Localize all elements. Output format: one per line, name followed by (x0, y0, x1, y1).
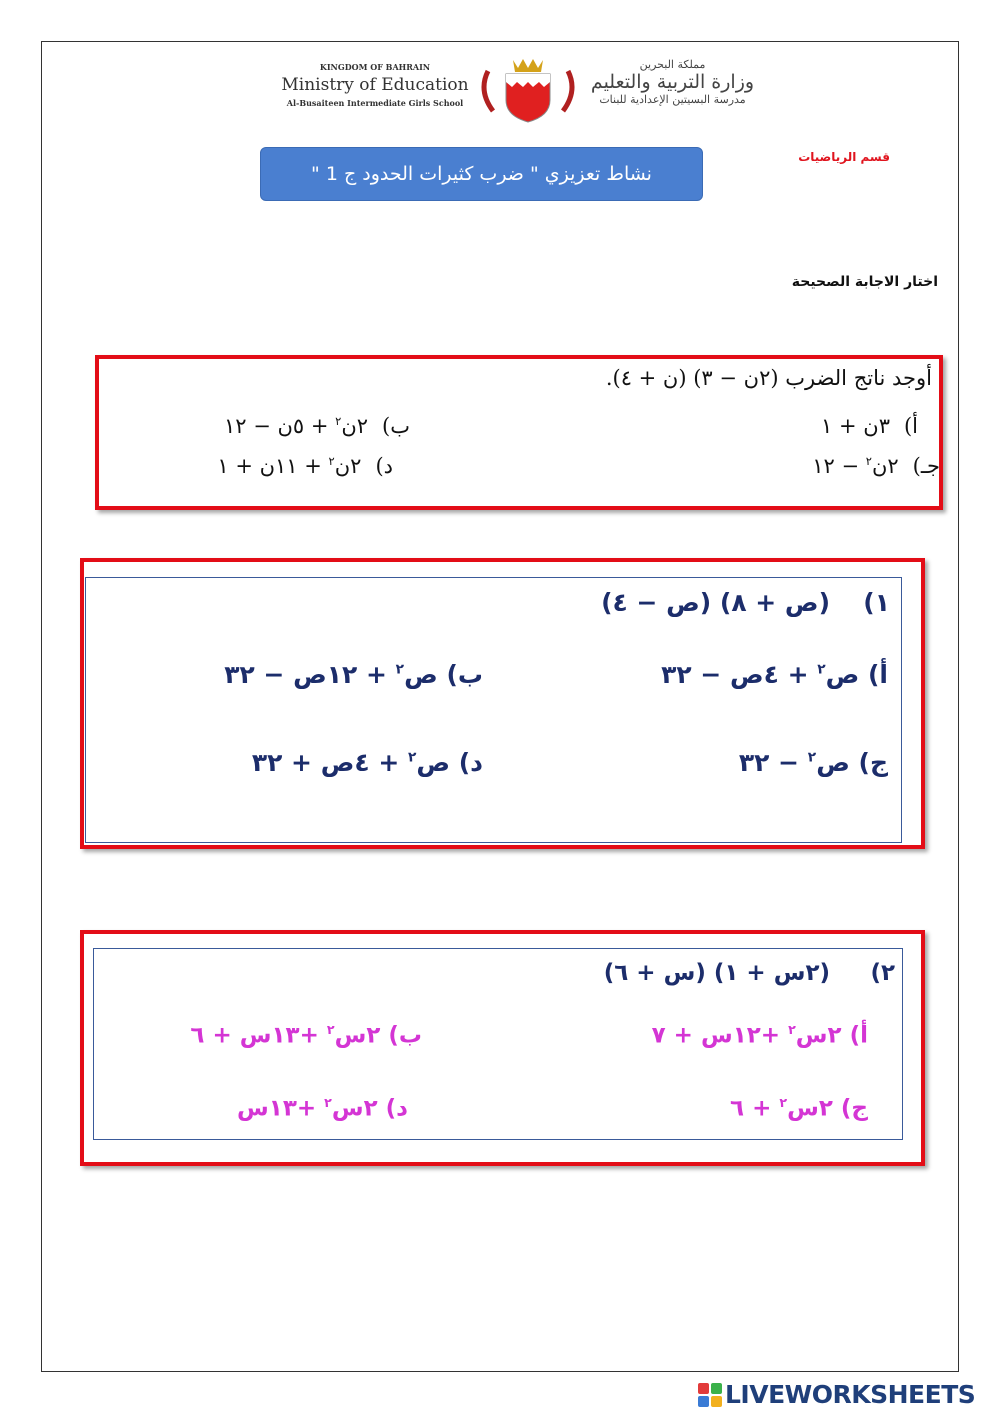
header-english (270, 62, 480, 108)
brand-text: LIVEWORKSHEETS (725, 1380, 976, 1409)
liveworksheets-icon (698, 1383, 722, 1407)
option-text: + ٥ن − ١٢ (223, 414, 336, 438)
option-b[interactable] (224, 660, 483, 689)
option-text: +١٣س (237, 1095, 325, 1122)
option-text: ص (416, 748, 451, 777)
option-label: أ) (849, 1022, 868, 1049)
school-en: Al-Busaiteen Intermediate Girls School (286, 98, 464, 108)
exponent: ٢ (865, 454, 872, 468)
exponent: ٢ (407, 749, 417, 766)
option-label: ج) (840, 1095, 868, 1122)
school-ar: مدرسة البسيتين الإعدادية للبنات (599, 93, 746, 106)
exponent: ٢ (788, 1022, 796, 1037)
option-text: ٢س (331, 1095, 378, 1122)
option-label: أ) (903, 414, 918, 438)
exponent: ٢ (324, 1095, 332, 1110)
question-1-number: ١) (863, 588, 890, 617)
option-label: د) (458, 748, 483, 777)
option-a[interactable] (821, 414, 918, 438)
option-text: +١٣س + ٦ (190, 1022, 327, 1049)
question-2-number: ٢) (870, 960, 895, 986)
department-label: قسم الرياضيات (798, 150, 890, 164)
question-1-prompt: (ص + ٨) (ص − ٤) (601, 588, 830, 617)
bahrain-crest-icon (478, 56, 578, 124)
option-d[interactable] (217, 454, 393, 478)
exponent: ٢ (335, 414, 342, 428)
kingdom-ar: مملكة البحرين (639, 58, 706, 71)
option-b[interactable] (190, 1022, 422, 1049)
option-a[interactable] (661, 660, 888, 689)
exponent: ٢ (807, 749, 817, 766)
option-text: ص (404, 660, 438, 689)
exponent: ٢ (395, 661, 405, 678)
option-text: + ٦ (730, 1095, 780, 1122)
option-text: + ١٢ص − ٣٢ (224, 660, 396, 689)
option-text: +١٢س + ٧ (651, 1022, 789, 1049)
option-d[interactable] (237, 1095, 408, 1122)
liveworksheets-logo (698, 1380, 975, 1409)
option-label: د) (385, 1095, 408, 1122)
option-label: أ) (868, 660, 888, 689)
ministry-en: Ministry of Education (281, 75, 469, 95)
option-text: ٢ن (871, 454, 899, 478)
instruction: اختار الاجابة الصحيحة (791, 274, 938, 290)
option-text: − ١٢ (812, 454, 866, 478)
option-c[interactable] (739, 748, 888, 777)
option-label: د) (375, 454, 393, 478)
option-label: ب) (446, 660, 483, 689)
option-text: ص (816, 748, 850, 777)
option-text: ٢ن (334, 454, 362, 478)
option-label: ج) (858, 748, 888, 777)
question-prompt: أوجد ناتج الضرب (٢ن − ٣) (ن + ٤). (605, 366, 932, 390)
option-text: ٣ن + ١ (821, 414, 890, 438)
kingdom-en: KINGDOM OF BAHRAIN (319, 62, 431, 72)
option-text: − ٣٢ (738, 748, 808, 777)
ministry-ar: وزارة التربية والتعليم (590, 71, 755, 93)
option-text: ٢س (334, 1022, 381, 1049)
option-text: ٢ن (341, 414, 369, 438)
activity-title-banner: نشاط تعزيزي " ضرب كثيرات الحدود ج 1 " (260, 147, 703, 201)
question-2-prompt: (٢س + ١) (س + ٦) (603, 960, 830, 986)
option-a[interactable] (652, 1022, 868, 1049)
option-b[interactable] (224, 414, 410, 438)
option-text: ٢س (795, 1022, 842, 1049)
option-label: ب) (382, 414, 410, 438)
option-text: + ٤ص + ٣٢ (251, 748, 408, 777)
header-arabic (580, 58, 765, 106)
exponent: ٢ (779, 1095, 788, 1110)
option-text: ٢س (787, 1095, 833, 1122)
option-d[interactable] (252, 748, 483, 777)
option-text: + ١١ن + ١ (217, 454, 329, 478)
option-label: ب) (388, 1022, 422, 1049)
option-text: + ٤ص − ٣٢ (661, 660, 818, 689)
option-text: ص (825, 660, 860, 689)
option-c[interactable] (730, 1095, 868, 1122)
exponent: ٢ (326, 1022, 335, 1037)
exponent: ٢ (817, 661, 826, 678)
option-label: جـ) (912, 454, 940, 478)
exponent: ٢ (328, 454, 335, 468)
option-c[interactable] (812, 454, 940, 478)
